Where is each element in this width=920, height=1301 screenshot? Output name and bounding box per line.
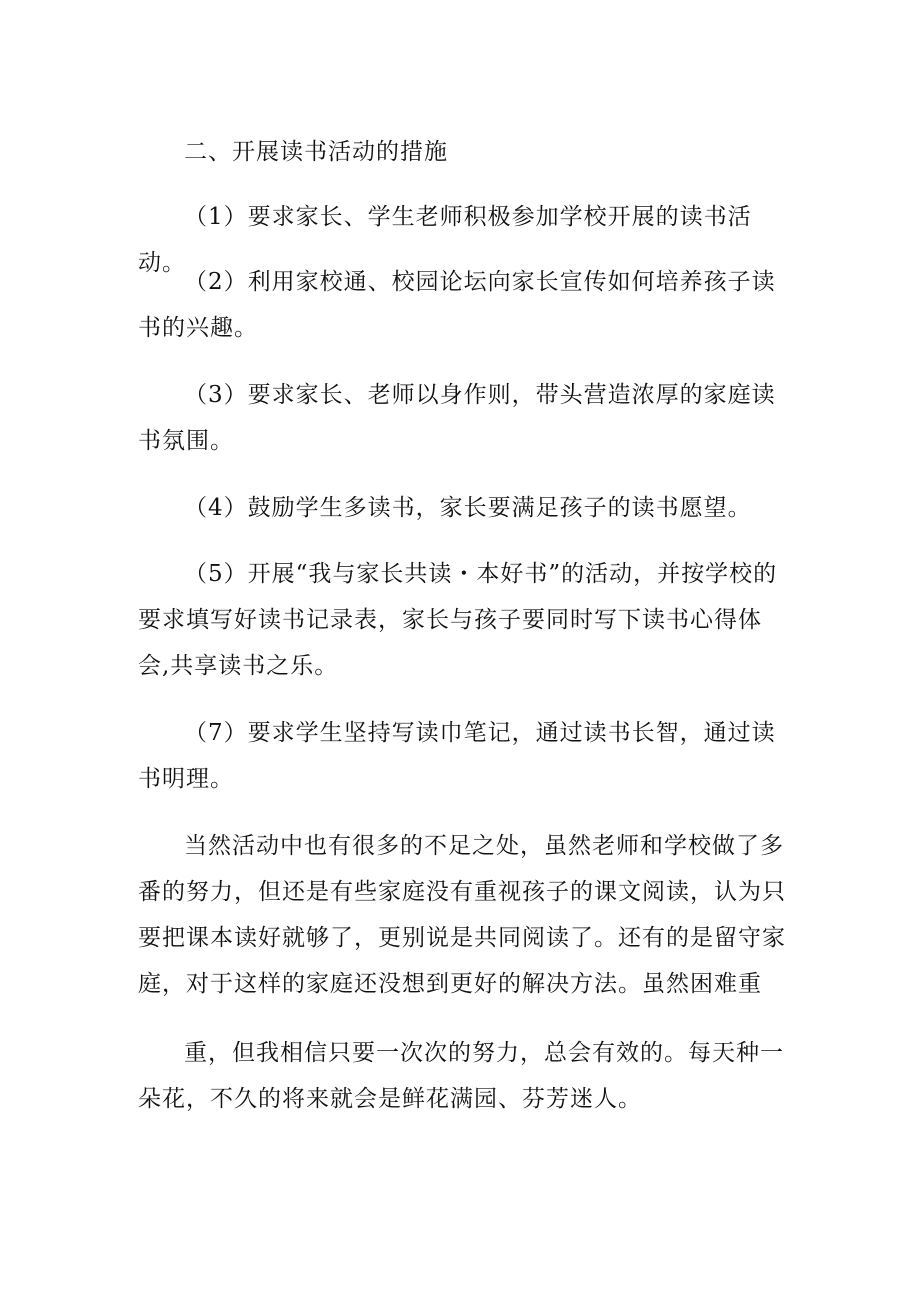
- list-item-5: （5）开展“我与家长共读・本好书”的活动，并按学校的要求填写好读书记录表，家长与孩子要同时写下读书心得体会,共享读书之乐。: [138, 561, 778, 679]
- list-item-3: （3）要求家长、老师以身作则，带头营造浓厚的家庭读书氛围。: [138, 382, 776, 454]
- list-item-7: （7）要求学生坚持写读巾笔记，通过读书长智，通过读书明理。: [138, 720, 776, 792]
- conclusion-paragraph-2: 重，但我相信只要一次次的努力，总会有效的。每天种一朵花，不久的将来就会是鲜花满园、芬芳迷人。: [138, 1040, 784, 1112]
- list-item-2: （2）利用家校通、校园论坛向家长宣传如何培养孩子读书的兴趣。: [138, 269, 776, 341]
- list-item-1: （1）要求家长、学生老师积极参加学校开展的读书活动。: [138, 204, 752, 276]
- section-heading: 二、开展读书活动的措施: [184, 139, 448, 165]
- conclusion-paragraph-1: 当然活动中也有很多的不足之处，虽然老师和学校做了多番的努力，但还是有些家庭没有重视孩子的课文阅读，认为只要把课本读好就够了，更别说是共同阅读了。还有的是留守家庭，对于这样的家庭还没想到更好的解决方法。虽然困难重: [138, 833, 786, 997]
- list-item-4: （4）鼓励学生多读书，家长要满足孩子的读书愿望。: [184, 495, 752, 521]
